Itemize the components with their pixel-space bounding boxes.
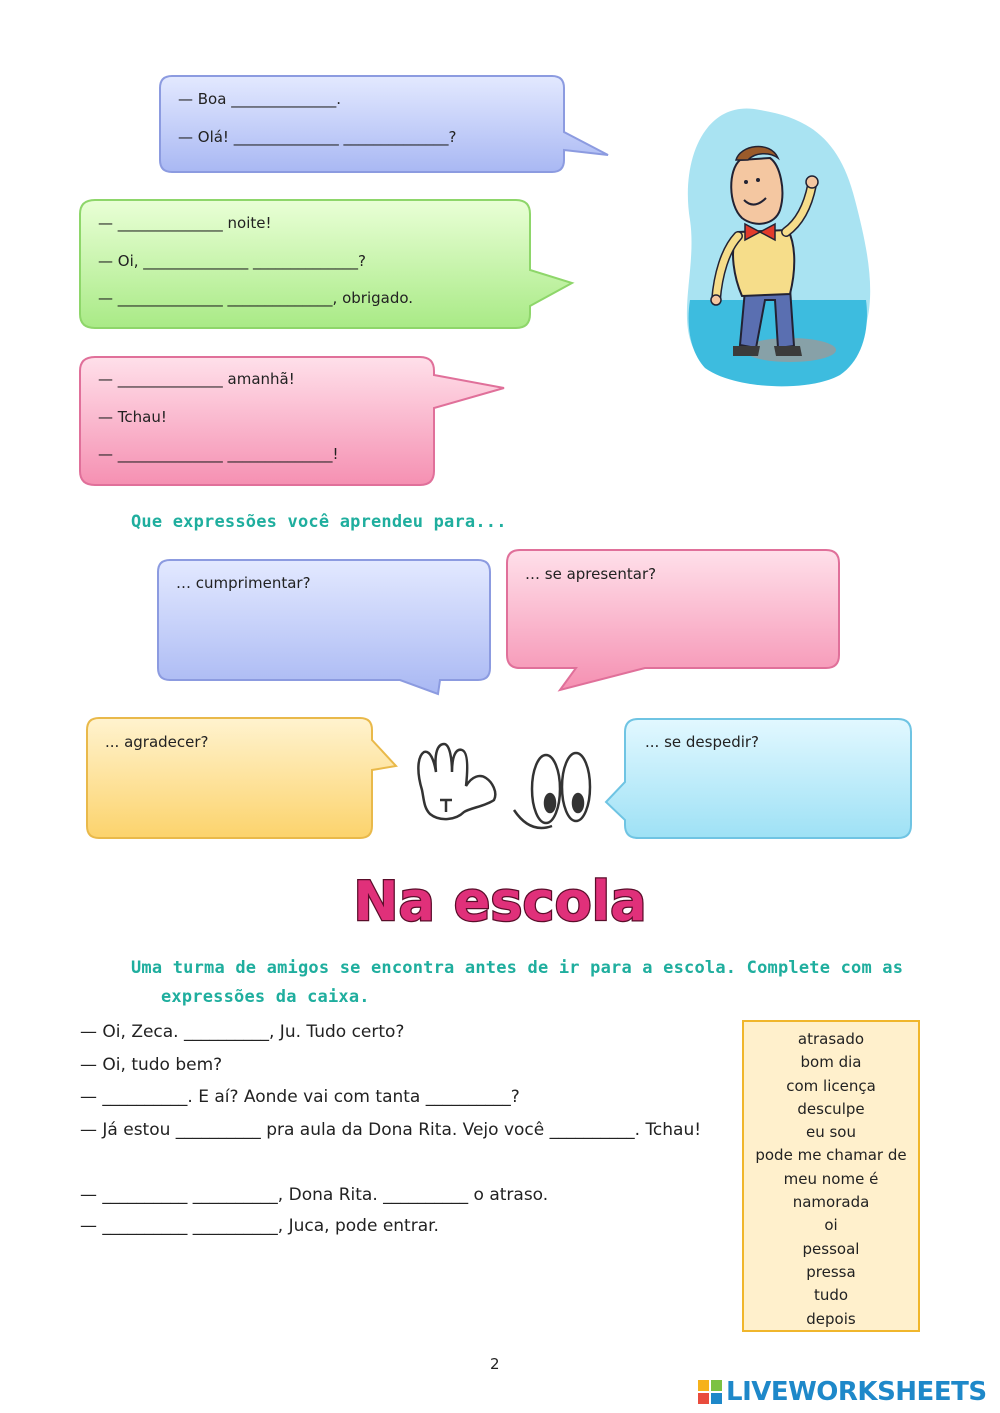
bubble-green-text xyxy=(98,214,414,307)
dialogue-line: — Boa ______________. xyxy=(178,90,341,108)
dialogue-line: — Oi, ______________ ______________? xyxy=(98,252,367,270)
liveworksheets-icon xyxy=(698,1380,722,1404)
prompt-farewell: ... se despedir? xyxy=(645,733,760,751)
page-number: 2 xyxy=(490,1355,500,1373)
word-box-item: atrasado xyxy=(797,1030,865,1048)
brand-text: LIVEWORKSHEETS xyxy=(726,1377,987,1407)
school-dialogue-line: — __________ __________, Juca, pode entrar. xyxy=(80,1216,439,1236)
instruction-line-2: expressões da caixa. xyxy=(161,987,370,1007)
word-box-item: pessoal xyxy=(802,1239,860,1258)
prompt-greet: … cumprimentar? xyxy=(176,574,311,592)
word-box-item: meu nome é xyxy=(783,1169,879,1188)
school-dialogue-line: — __________ __________, Dona Rita. __________ o atraso. xyxy=(80,1185,549,1205)
word-box-item: bom dia xyxy=(800,1053,862,1072)
school-dialogue-line: — Oi, tudo bem? xyxy=(80,1055,223,1075)
section-heading: Que expressões você aprendeu para... xyxy=(131,512,507,532)
dialogue-line: — Olá! ______________ ______________? xyxy=(178,128,457,146)
word-box-item: namorada xyxy=(792,1193,870,1212)
word-box-item: pode me chamar de xyxy=(755,1146,907,1165)
section-title-text: Na escola xyxy=(353,870,647,933)
dialogue-line: — ______________ noite! xyxy=(98,214,272,232)
hand-and-eyes-doodle xyxy=(418,744,590,828)
dialogue-line: — ______________ amanhã! xyxy=(98,370,295,388)
word-box-item: pressa xyxy=(806,1262,856,1281)
dialogue-line: — Tchau! xyxy=(98,408,167,426)
school-dialogue-line: — __________. E aí? Aonde vai com tanta __________? xyxy=(80,1087,520,1107)
bubble-blue-text xyxy=(178,90,457,146)
dialogue-line: — ______________ ______________! xyxy=(98,445,339,463)
school-dialogue-line: — Oi, Zeca. __________, Ju. Tudo certo? xyxy=(80,1022,405,1042)
school-dialogue-line: — Já estou __________ pra aula da Dona Rita. Vejo você __________. Tchau! xyxy=(80,1120,702,1140)
waving-man-illustration xyxy=(687,108,870,386)
word-box-item: desculpe xyxy=(797,1099,865,1118)
word-box xyxy=(742,1020,920,1332)
liveworksheets-logo[interactable] xyxy=(698,1377,987,1407)
instruction-line-1: Uma turma de amigos se encontra antes de ir para a escola. Complete com as xyxy=(131,958,904,978)
word-box-item: com licença xyxy=(786,1076,876,1095)
word-box-item: depois xyxy=(806,1309,856,1328)
section-title xyxy=(330,868,670,938)
bubble-pink-text xyxy=(98,370,339,463)
prompt-thank: ... agradecer? xyxy=(105,733,209,751)
word-box-item: eu sou xyxy=(805,1123,856,1142)
dialogue-line: — ______________ ______________, obrigado. xyxy=(98,289,414,307)
word-box-item: oi xyxy=(824,1216,838,1235)
word-box-item: tudo xyxy=(813,1286,849,1305)
prompt-introduce: … se apresentar? xyxy=(525,565,657,583)
